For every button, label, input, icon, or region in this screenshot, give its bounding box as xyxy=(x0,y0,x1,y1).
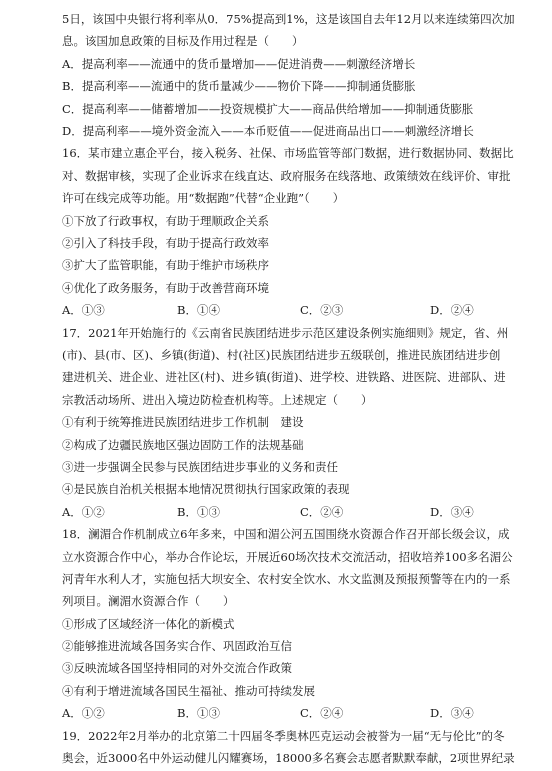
q18-stem-line-4: 列项目。澜湄水资源合作（ ） xyxy=(62,594,235,609)
q18-item-1: ①形成了区域经济一体化的新模式 xyxy=(62,616,235,631)
q17-choice-c[interactable]: C．②④ xyxy=(300,504,344,519)
q18-choice-b[interactable]: B．①③ xyxy=(177,706,220,721)
q16-choice-b[interactable]: B．①④ xyxy=(177,303,220,318)
q18-choice-c[interactable]: C．②④ xyxy=(300,706,344,721)
q17-stem-line-2: (市)、县(市、区)、乡镇(街道)、村(社区)民族团结进步五级联创，推进民族团结进步创 xyxy=(62,347,501,362)
q16-stem-line-1: 16．某市建立惠企平台，接入税务、社保、市场监管等部门数据，进行数据协同、数据比 xyxy=(62,146,514,161)
q19-stem-line-2: 奥会，近3000名中外运动健儿闪耀赛场，18000多名赛会志愿者默默奉献，2项世界纪录 xyxy=(62,751,515,765)
q18-stem-line-3: 河青年水利人才，实施包括大坝安全、农村安全饮水、水文监测及预报预警等在内的一系 xyxy=(62,571,511,586)
q15-stem-line-1: 5日，该国中央银行将利率从0．75%提高到1%，这是该国自去年12月以来连续第四次加 xyxy=(62,12,515,26)
q18-stem-line-1: 18．澜湄合作机制成立6年多来，中国和湄公河五国围绕水资源合作召开部长级会议，成 xyxy=(62,527,510,542)
q15-option-b: B．提高利率——流通中的货币量减少——物价下降——抑制通货膨胀 xyxy=(62,79,416,94)
q16-stem-line-3: 许可在线完成等功能。用“数据跑”代替“企业跑”（ ） xyxy=(62,191,345,206)
q15-stem-line-2: 息。该国加息政策的目标及作用过程是（ ） xyxy=(62,34,304,49)
q16-item-2: ②引入了科技手段，有助于提高行政效率 xyxy=(62,235,269,250)
q18-stem-line-2: 立水资源合作中心，举办合作论坛，开展近60场次技术交流活动，招收培养100多名湄公 xyxy=(62,549,513,564)
q16-choice-a[interactable]: A．①③ xyxy=(62,303,105,318)
q16-item-1: ①下放了行政事权，有助于理顺政企关系 xyxy=(62,213,269,228)
q17-item-1: ①有利于统筹推进民族团结进步工作机制 建设 xyxy=(62,415,304,430)
q15-option-c: C．提高利率——储蓄增加——投资规模扩大——商品供给增加——抑制通货膨胀 xyxy=(62,101,474,116)
q18-choice-d[interactable]: D．③④ xyxy=(430,706,474,721)
q17-choice-a[interactable]: A．①② xyxy=(62,504,105,519)
q17-item-3: ③进一步强调全民参与民族团结进步事业的义务和责任 xyxy=(62,459,338,474)
q18-choice-a[interactable]: A．①② xyxy=(62,706,105,721)
q18-item-3: ③反映流域各国坚持相同的对外交流合作政策 xyxy=(62,661,292,676)
q17-stem-line-3: 建进机关、进企业、进社区(村)、进乡镇(街道)、进学校、进铁路、进医院、进部队、进 xyxy=(62,370,506,385)
q19-stem-line-1: 19．2022年2月举办的北京第二十四届冬季奥林匹克运动会被誉为一届“无与伦比”的冬 xyxy=(62,728,505,743)
q16-item-3: ③扩大了监管职能，有助于维护市场秩序 xyxy=(62,258,269,273)
q16-choice-c[interactable]: C．②③ xyxy=(300,303,344,318)
q15-option-d: D．提高利率——境外资金流入——本币贬值——促进商品出口——刺激经济增长 xyxy=(62,124,474,138)
q16-choice-d[interactable]: D．②④ xyxy=(430,303,474,318)
q18-item-4: ④有利于增进流域各国民生福祉、推动可持续发展 xyxy=(62,683,315,698)
q16-item-4: ④优化了政务服务，有助于改善营商环境 xyxy=(62,280,269,295)
q17-choice-d[interactable]: D．③④ xyxy=(430,504,474,519)
q16-stem-line-2: 对、数据审核，实现了企业诉求在线直达、政府服务在线落地、政策绩效在线评价、审批 xyxy=(62,168,511,183)
q17-item-2: ②构成了边疆民族地区强边固防工作的法规基础 xyxy=(62,437,304,452)
q17-item-4: ④是民族自治机关根据本地情况贯彻执行国家政策的表现 xyxy=(62,482,350,497)
q17-stem-line-4: 宗教活动场所、进出入境边防检查机构等。上述规定（ ） xyxy=(62,392,373,407)
q17-choice-b[interactable]: B．①③ xyxy=(177,504,220,519)
q18-item-2: ②能够推进流域各国务实合作、巩固政治互信 xyxy=(62,639,292,653)
q15-option-a: A．提高利率——流通中的货币量增加——促进消费——刺激经济增长 xyxy=(62,56,416,71)
q17-stem-line-1: 17．2021年开始施行的《云南省民族团结进步示范区建设条例实施细则》规定，省、州 xyxy=(62,325,509,340)
